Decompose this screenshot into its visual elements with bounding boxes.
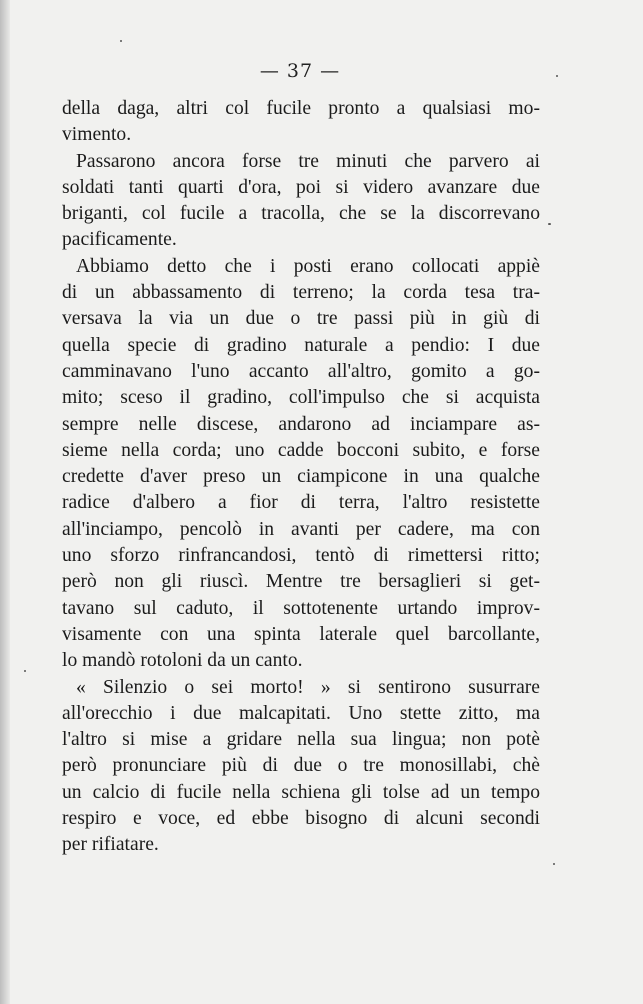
paper-speck xyxy=(24,670,26,672)
text-line: lo mandò rotoloni da un canto. xyxy=(62,650,303,672)
text-line: pacificamente. xyxy=(62,229,177,251)
text-line: però pronunciare più di due o tre monosillabi, chè xyxy=(62,755,540,777)
text-line: visamente con una spinta laterale quel barcollante, xyxy=(62,623,540,645)
text-line: camminavano l'uno accanto all'altro, gomito a go- xyxy=(62,360,540,382)
paper-speck xyxy=(120,40,122,42)
text-line: radice d'albero a fior di terra, l'altro resistette xyxy=(62,492,540,514)
text-line: mito; sceso il gradino, coll'impulso che si acquista xyxy=(62,387,540,409)
text-line: all'inciampo, pencolò in avanti per cadere, ma con xyxy=(62,518,540,540)
text-line: per rifiatare. xyxy=(62,834,159,856)
text-line: briganti, col fucile a tracolla, che se la discorrevano xyxy=(62,203,540,225)
text-line: respiro e voce, ed ebbe bisogno di alcuni secondi xyxy=(62,808,540,830)
text-line: vimento. xyxy=(62,124,132,146)
page-number: — 37 — xyxy=(259,60,341,82)
text-line: quella specie di gradino naturale a pendio: I due xyxy=(62,334,540,356)
text-line: di un abbassamento di terreno; la corda tesa tra- xyxy=(62,282,540,304)
text-line: « Silenzio o sei morto! » si sentirono susurrare xyxy=(76,676,540,698)
text-line: all'orecchio i due malcapitati. Uno stette zitto, ma xyxy=(62,702,540,724)
text-line: un calcio di fucile nella schiena gli tolse ad un tempo xyxy=(62,781,540,803)
text-line: l'altro si mise a gridare nella sua lingua; non potè xyxy=(62,729,540,751)
body-text xyxy=(62,96,540,859)
paper-speck xyxy=(556,75,558,77)
text-line: sempre nelle discese, andarono ad inciampare as- xyxy=(62,413,540,435)
text-line: versava la via un due o tre passi più in giù di xyxy=(62,308,540,330)
text-line: però non gli riuscì. Mentre tre bersaglieri si get- xyxy=(62,571,540,593)
text-line: sieme nella corda; uno cadde bocconi subito, e forse xyxy=(62,439,540,461)
text-line: uno sforzo rinfrancandosi, tentò di rimettersi ritto; xyxy=(62,545,540,567)
text-line: soldati tanti quarti d'ora, poi si videro avanzare due xyxy=(62,176,540,198)
text-line: tavano sul caduto, il sottotenente urtando improv- xyxy=(62,597,540,619)
paper-speck xyxy=(548,223,551,225)
text-line: credette d'aver preso un ciampicone in una qualche xyxy=(62,466,540,488)
paper-speck xyxy=(553,863,555,865)
text-line: della daga, altri col fucile pronto a qualsiasi mo- xyxy=(62,98,540,119)
page-gutter-shadow xyxy=(0,0,10,1004)
text-line: Abbiamo detto che i posti erano collocati appiè xyxy=(76,255,540,277)
text-line: Passarono ancora forse tre minuti che parvero ai xyxy=(76,150,540,172)
